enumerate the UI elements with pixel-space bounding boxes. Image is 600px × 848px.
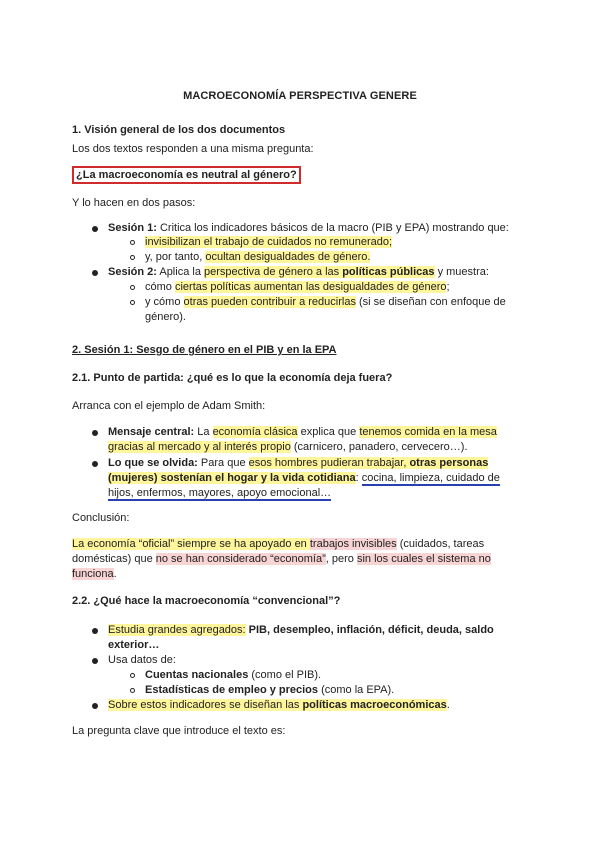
circle-bullet-icon (130, 240, 135, 245)
session-1-item: Sesión 1: Critica los indicadores básicos de la macro (PIB y EPA) mostrando que: (108, 222, 509, 234)
bullet-icon (92, 430, 98, 436)
section-2-heading: 2. Sesión 1: Sesgo de género en el PIB y en la EPA (72, 344, 337, 356)
central-message-line-1: Mensaje central: La economía clásica explica que tenemos comida en la mesa (108, 426, 497, 438)
data-source-1: Cuentas nacionales (como el PIB). (145, 669, 322, 681)
session-2-item: Sesión 2: Aplica la perspectiva de género a las políticas públicas y muestra: (108, 266, 489, 278)
central-message-line-2: gracias al mercado y al interés propio (carnicero, panadero, cervecero…). (108, 441, 468, 453)
key-question-box: ¿La macroeconomía es neutral al género? (72, 166, 301, 184)
session-2-sub-1: cómo ciertas políticas aumentan las desigualdades de género; (145, 281, 450, 293)
aggregates-line-1: Estudia grandes agregados: PIB, desempleo, inflación, déficit, deuda, saldo (108, 624, 494, 636)
conclusion-line-2: domésticas) que no se han considerado “economía”, pero sin los cuales el sistema no (72, 553, 491, 565)
session-2-sub-2: y cómo otras pueden contribuir a reducirlas (si se diseñan con enfoque de (145, 296, 506, 308)
key-question (72, 168, 301, 182)
conclusion-label: Conclusión: (72, 512, 130, 524)
forgotten-line-1: Lo que se olvida: Para que esos hombres pudieran trabajar, otras personas (108, 457, 489, 469)
forgotten-line-2: (mujeres) sostenían el hogar y la vida cotidiana: cocina, limpieza, cuidado de (108, 472, 500, 484)
subsection-2-2-heading: 2.2. ¿Qué hace la macroeconomía “convencional”? (72, 595, 341, 607)
policies-item: Sobre estos indicadores se diseñan las políticas macroeconómicas. (108, 699, 450, 711)
bullet-icon (92, 658, 98, 664)
session-1-sub-1: invisibilizan el trabajo de cuidados no remunerado; (145, 236, 393, 248)
conclusion-line-3: funciona. (72, 568, 117, 580)
subsection-2-1-intro: Arranca con el ejemplo de Adam Smith: (72, 400, 266, 412)
bullet-icon (92, 461, 98, 467)
session-1-sub-2: y, por tanto, ocultan desigualdades de género. (145, 251, 371, 263)
session-2-sub-2-cont: género). (145, 311, 186, 323)
circle-bullet-icon (130, 300, 135, 305)
circle-bullet-icon (130, 673, 135, 678)
aggregates-line-2: exterior… (108, 639, 160, 651)
bullet-icon (92, 270, 98, 276)
circle-bullet-icon (130, 688, 135, 693)
bullet-icon (92, 628, 98, 634)
bullet-icon (92, 703, 98, 709)
circle-bullet-icon (130, 255, 135, 260)
subsection-2-1-heading: 2.1. Punto de partida: ¿qué es lo que la economía deja fuera? (72, 372, 393, 384)
circle-bullet-icon (130, 285, 135, 290)
section-1-intro: Los dos textos responden a una misma pregunta: (72, 143, 314, 155)
forgotten-line-3: hijos, enfermos, mayores, apoyo emocional… (108, 487, 332, 499)
data-source-2: Estadísticas de empleo y precios (como la EPA). (145, 684, 395, 696)
bullet-icon (92, 226, 98, 232)
closing-line: La pregunta clave que introduce el texto es: (72, 725, 286, 737)
data-sources-intro: Usa datos de: (108, 654, 176, 666)
steps-intro: Y lo hacen en dos pasos: (72, 197, 196, 209)
section-1-heading: 1. Visión general de los dos documentos (72, 124, 286, 136)
conclusion-line-1: La economía “oficial” siempre se ha apoyado en trabajos invisibles (cuidados, tareas (72, 538, 485, 550)
document-title: MACROECONOMÍA PERSPECTIVA GENERE (183, 90, 417, 102)
